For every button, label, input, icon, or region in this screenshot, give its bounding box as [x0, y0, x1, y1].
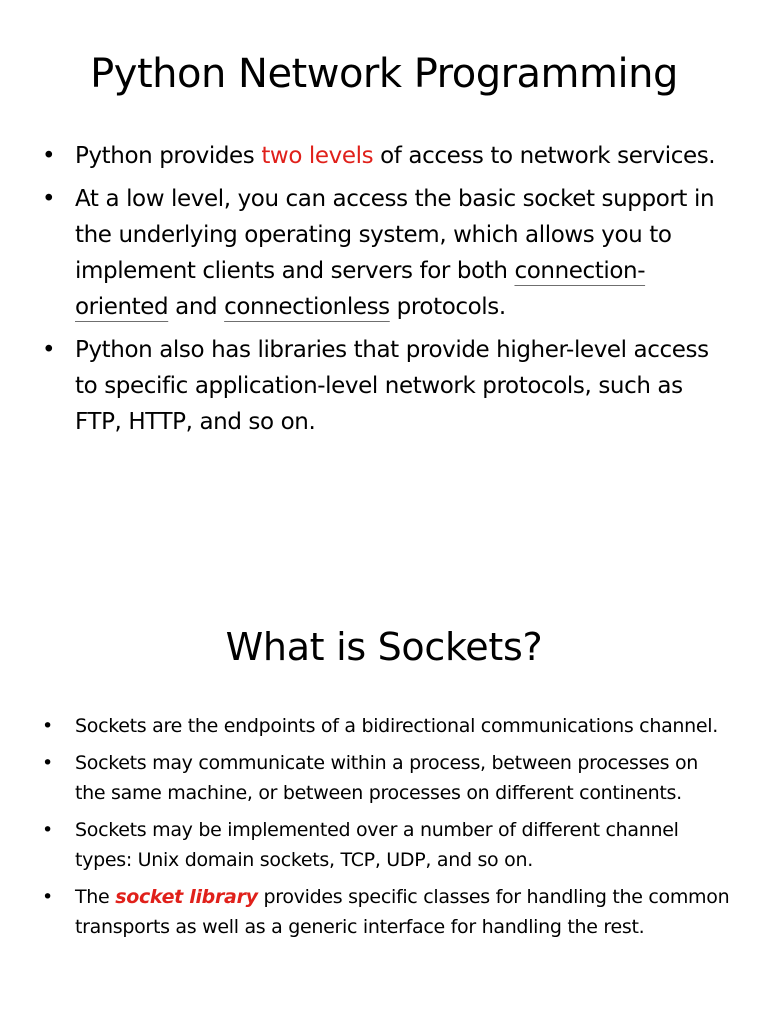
bullet-text: protocols.: [389, 294, 506, 320]
slide-python-network-programming: [0, 0, 768, 500]
term-connection-oriented: connection-oriented: [75, 258, 646, 320]
bullet-icon: •: [42, 337, 56, 363]
bullet-item: [42, 882, 732, 943]
bullet-item: [42, 815, 732, 876]
slide-what-is-sockets: [0, 600, 768, 1024]
bullet-icon: •: [42, 186, 56, 212]
bullet-text: of access to network services.: [373, 143, 716, 169]
bullet-text: provides specific classes for handling the common transports as well as a generic interface for handling the rest.: [75, 885, 730, 938]
bullet-item: [42, 711, 732, 742]
bullet-text: Python also has libraries that provide higher-level access to specific application-level network protocols, such as FTP, HTTP, and so on.: [75, 337, 709, 435]
bullet-icon: •: [42, 751, 53, 774]
bullet-item: [42, 138, 732, 174]
bullet-icon: •: [42, 143, 56, 169]
highlight-text: socket library: [115, 885, 258, 908]
bullet-item: [42, 181, 732, 325]
bullet-item: [42, 748, 732, 809]
bullet-text: The: [75, 885, 116, 908]
bullet-text: Sockets are the endpoints of a bidirectional communications channel.: [75, 715, 719, 737]
bullet-item: [42, 332, 732, 440]
bullet-icon: •: [42, 818, 53, 841]
bullet-icon: •: [42, 885, 53, 908]
bullet-text: and: [168, 294, 225, 320]
bullet-text: Sockets may be implemented over a number of different channel types: Unix domain sockets, TCP, UDP, and so on.: [75, 818, 679, 871]
bullet-list: [42, 711, 732, 949]
slide-title: Python Network Programming: [90, 51, 678, 97]
term-connectionless: connectionless: [224, 294, 390, 320]
bullet-icon: •: [42, 715, 53, 737]
bullet-text: Python provides: [75, 143, 262, 169]
bullet-list: [42, 138, 732, 447]
highlight-text: two levels: [261, 143, 374, 169]
slide-title: What is Sockets?: [225, 625, 543, 669]
bullet-text: Sockets may communicate within a process, between processes on the same machine, or between processes on different continents.: [75, 751, 699, 804]
bullet-text: At a low level, you can access the basic socket support in the underlying operating system, which allows you to implement clients and servers for both: [75, 186, 715, 284]
